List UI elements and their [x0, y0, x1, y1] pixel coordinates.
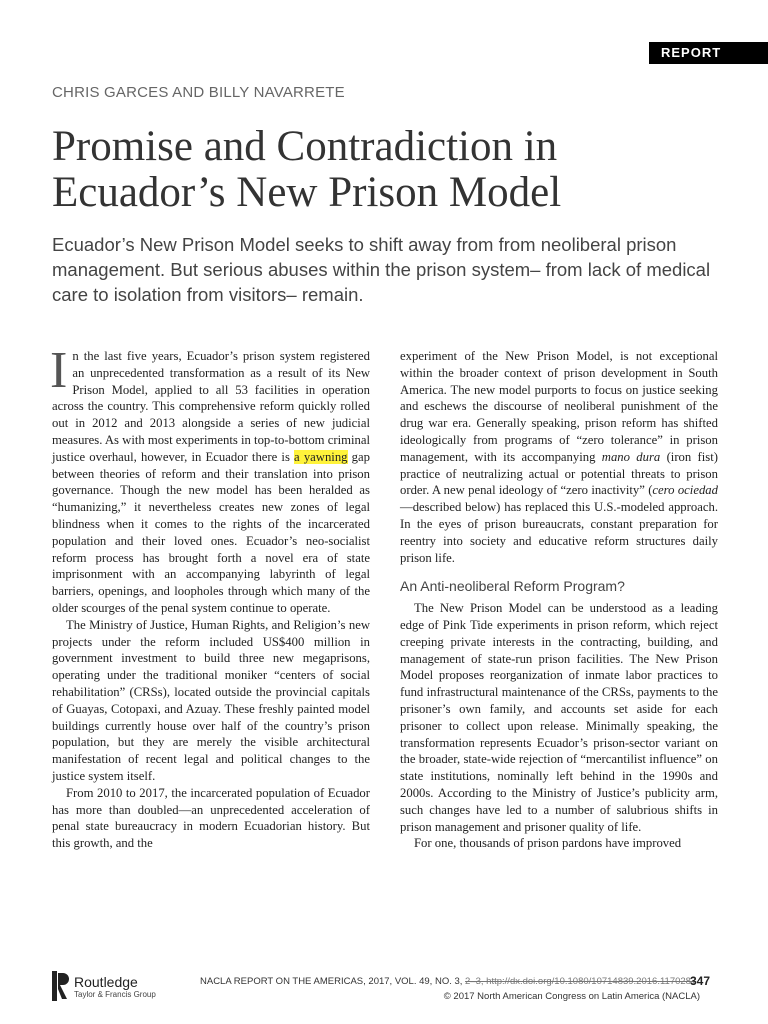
article-subtitle: Ecuador’s New Prison Model seeks to shift away from from neoliberal prison management. But serious abuses within the prison system– from lack of medical care to isolation from visitors– remain.: [52, 234, 711, 305]
drop-cap: I: [50, 342, 68, 399]
left-p1-text-b: gap between theories of reform and their translation into prison governance. Though the new model has been heralded as “humanizing,” it nevertheless creates new zones of legal blindness when it comes to the rights of the incarcerated population and their loved ones. Ecuador’s neo-socialist reform process has brought forth a novel era of state imprisonment with an accompanying labyrinth of legal barriers, openings, and loopholes through which many of the older scourges of the penal system continue to operate.: [52, 449, 371, 615]
italic-term-cero-ociedad: cero ociedad: [652, 483, 718, 498]
right-paragraph-1: [400, 348, 718, 566]
journal-citation: [200, 976, 697, 987]
routledge-logo-icon: [52, 971, 68, 1001]
left-paragraph-1: [50, 342, 371, 617]
page-number: 347: [690, 974, 711, 988]
publisher-name: Routledge: [74, 973, 138, 990]
left-p1-text-a: n the last five years, Ecuador’s prison system registered an unprecedented transformation as a result of its New Prison Model, applied to all 53 facilities in operation across the country. This comprehensive reform quickly rolled out in 2012 and 2013 alongside a series of new judicial measures. As with most experiments in top-to-bottom criminal justice overhaul, however, in Ecuador there is: [52, 349, 370, 464]
highlighted-text[interactable]: a yawning: [294, 449, 348, 464]
section-heading: An Anti-neoliberal Reform Program?: [400, 578, 625, 595]
left-paragraph-3: From 2010 to 2017, the incarcerated population of Ecuador has more than doubled—an unprecedented acceleration of penal state bureaucracy in modern Ecuadorian history. But this growth, and the: [52, 785, 370, 851]
copyright-line: © 2017 North American Congress on Latin America (NACLA): [443, 991, 700, 1002]
right-paragraph-3: For one, thousands of prison pardons have improved: [414, 836, 682, 851]
right-column: [400, 348, 718, 852]
left-column: [50, 342, 371, 852]
report-tag: REPORT: [649, 42, 768, 64]
left-paragraph-2: The Ministry of Justice, Human Rights, and Religion’s new projects under the reform included US$400 million in government investment to build three new megaprisons, operating under the traditional moniker “centers of social rehabilitation” (CRSs), located outside the provincial capitals of Guayas, Cotopaxi, and Azuay. These freshly painted model buildings currently house over half of the country’s prison population, but they are merely the visible architectural manifestation of recent legal and political changes to the justice system itself.: [52, 617, 370, 783]
article-authors: CHRIS GARCES AND BILLY NAVARRETE: [52, 84, 345, 101]
journal-citation-text: NACLA REPORT ON THE AMERICAS, 2017, VOL. 49, NO. 3,: [200, 976, 466, 987]
right-p1-text-a: experiment of the New Prison Model, is not exceptional within the broader context of prison development in South America. The new model purports to focus on justice seeking and eschews the discourse of neoliberal punishment of the drug war era. Generally speaking, prison reform has shifted ideologically from programs of “zero tolerance” in prison management, with its accompanying: [400, 349, 718, 464]
struck-doi-link[interactable]: 2–3, http://dx.doi.org/10.1080/10714839.2016.1170287: [465, 976, 697, 987]
right-p1-text-b: (iron fist) practice of neutralizing actual or potential threats to prison order. A new penal ideology of “zero inactivity” (: [400, 449, 718, 498]
right-paragraph-2: The New Prison Model can be understood as a leading edge of Pink Tide experiments in prison reform, which reject creeping private interests in the contracting, building, and management of state-run prison facilities. The New Prison Model proposes reorganization of inmate labor practices to fund infrastructural maintenance of the CRSs, payments to the prisoner’s own family, and accounts set aside for each prisoner to collect upon release. Minimally speaking, the transformation represents Ecuador’s prison-sector variant on the broader, state-wide rejection of “mercantilist influence” on state institutions, nominally left behind in the 1990s and 2000s. According to the Ministry of Justice’s publicity arm, such changes have led to a number of salubrious shifts in prison management and prisoner quality of life.: [400, 601, 718, 834]
article-title: Promise and Contradiction in Ecuador’s New Prison Model: [52, 123, 562, 216]
right-p1-text-c: —described below) has replaced this U.S.-modeled approach. In the eyes of prison bureaucrats, constant preparation for reentry into society and educative reform structures daily prison life.: [400, 500, 718, 565]
italic-term-mano-dura: mano dura: [601, 449, 661, 464]
publisher-subtitle: Taylor & Francis Group: [74, 989, 156, 999]
publisher-logo: [52, 968, 156, 1004]
